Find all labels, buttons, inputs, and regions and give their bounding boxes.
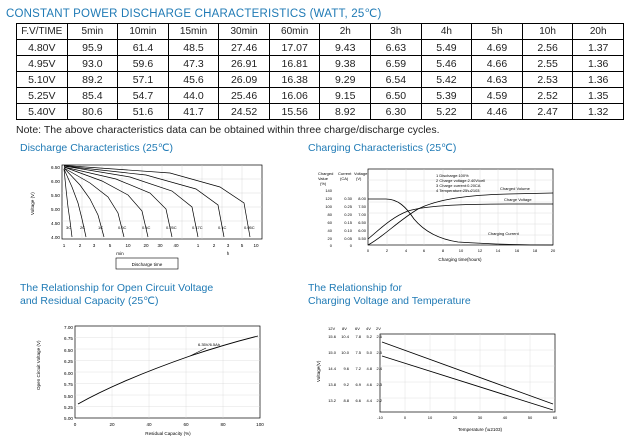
- svg-text:0.6C: 0.6C: [118, 225, 127, 230]
- temp-chart-title-line2: Charging Voltage and Temperature: [308, 295, 471, 307]
- table-header-cell: 20h: [573, 24, 624, 40]
- svg-text:10: 10: [125, 243, 131, 248]
- svg-text:40: 40: [502, 415, 508, 420]
- svg-text:14: 14: [495, 248, 501, 253]
- svg-text:20: 20: [550, 248, 556, 253]
- svg-text:30: 30: [157, 243, 163, 248]
- svg-text:Current: Current: [338, 171, 352, 176]
- svg-text:4.50: 4.50: [51, 221, 60, 226]
- table-header-row: [17, 24, 624, 40]
- svg-text:6.50: 6.50: [64, 348, 73, 353]
- svg-text:2.3: 2.3: [376, 382, 382, 387]
- table-cell: 4.66: [472, 56, 523, 72]
- svg-text:6.35V/6.5Ah: 6.35V/6.5Ah: [198, 342, 221, 347]
- table-cell: 59.6: [118, 56, 169, 72]
- table-cell: 6.63: [371, 40, 422, 56]
- svg-text:0.4C: 0.4C: [142, 225, 151, 230]
- table-cell: 2.56: [522, 40, 573, 56]
- table-header-cell: 15min: [168, 24, 219, 40]
- svg-text:Charge Voltage: Charge Voltage: [504, 197, 532, 202]
- table-cell: 17.07: [269, 40, 320, 56]
- table-row: [17, 40, 624, 56]
- table-cell: 5.40V: [17, 104, 68, 120]
- table-cell: 85.4: [67, 88, 118, 104]
- svg-text:9.6: 9.6: [343, 366, 349, 371]
- svg-text:2 Charge voltage:2.40V/cell: 2 Charge voltage:2.40V/cell: [436, 178, 486, 183]
- table-cell: 4.95V: [17, 56, 68, 72]
- svg-text:20: 20: [109, 422, 115, 427]
- table-cell: 41.7: [168, 104, 219, 120]
- svg-text:2.5: 2.5: [376, 350, 382, 355]
- svg-text:20: 20: [143, 243, 149, 248]
- table-row: [17, 72, 624, 88]
- svg-text:8V: 8V: [342, 326, 347, 331]
- svg-text:2: 2: [212, 243, 216, 248]
- svg-text:5.50: 5.50: [51, 193, 60, 198]
- table-header-cell: 5h: [472, 24, 523, 40]
- svg-text:60: 60: [183, 422, 189, 427]
- svg-text:5.25: 5.25: [64, 405, 73, 410]
- svg-text:1C: 1C: [98, 225, 104, 230]
- svg-text:6.00: 6.00: [51, 179, 60, 184]
- svg-text:0.10: 0.10: [344, 228, 352, 233]
- svg-text:1 Discharge:100%: 1 Discharge:100%: [436, 173, 469, 178]
- svg-text:1: 1: [196, 243, 200, 248]
- svg-text:0: 0: [329, 243, 332, 248]
- svg-text:0: 0: [366, 248, 370, 253]
- svg-text:10: 10: [458, 248, 464, 253]
- svg-text:6.50: 6.50: [358, 220, 366, 225]
- svg-text:Voltage: Voltage: [354, 171, 368, 176]
- table-cell: 15.56: [269, 104, 320, 120]
- table-cell: 5.42: [421, 72, 472, 88]
- table-cell: 2.52: [522, 88, 573, 104]
- table-cell: 9.15: [320, 88, 371, 104]
- svg-text:Temperature (\u2103): Temperature (\u2103): [457, 427, 503, 432]
- table-header-cell: 2h: [320, 24, 371, 40]
- table-note: Note: The above characteristics data can be obtained within three charge/discharge cycles.: [16, 124, 440, 136]
- svg-text:1: 1: [62, 243, 66, 248]
- table-cell: 6.30: [371, 104, 422, 120]
- svg-text:-10: -10: [377, 415, 383, 420]
- svg-text:60: 60: [327, 220, 332, 225]
- svg-text:6: 6: [422, 248, 426, 253]
- svg-text:12: 12: [477, 248, 483, 253]
- svg-text:(%): (%): [320, 181, 327, 186]
- svg-text:Discharge time: Discharge time: [131, 262, 163, 267]
- svg-text:5.2: 5.2: [366, 334, 372, 339]
- svg-text:80: 80: [327, 212, 332, 217]
- svg-text:3: 3: [226, 243, 230, 248]
- table-cell: 51.6: [118, 104, 169, 120]
- table-cell: 2.47: [522, 104, 573, 120]
- svg-text:0: 0: [403, 415, 407, 420]
- svg-text:6.50: 6.50: [51, 165, 60, 170]
- svg-text:10.4: 10.4: [341, 334, 349, 339]
- svg-text:2V: 2V: [376, 326, 381, 331]
- svg-text:Value: Value: [318, 176, 328, 181]
- table-row: [17, 88, 624, 104]
- ocv-chart-title-line1: The Relationship for Open Circuit Voltage: [20, 282, 214, 294]
- svg-text:6.6: 6.6: [355, 398, 361, 403]
- charging-chart-panel: [308, 142, 628, 271]
- table-cell: 5.49: [421, 40, 472, 56]
- svg-text:8: 8: [441, 248, 445, 253]
- svg-text:4 Temperature:25\u2103: 4 Temperature:25\u2103: [436, 188, 480, 193]
- table-cell: 93.0: [67, 56, 118, 72]
- table-header-cell: F.V/TIME: [17, 24, 68, 40]
- svg-text:5.50: 5.50: [64, 394, 73, 399]
- table-cell: 26.91: [219, 56, 270, 72]
- svg-text:100: 100: [325, 204, 332, 209]
- table-cell: 45.6: [168, 72, 219, 88]
- svg-text:8.8: 8.8: [343, 398, 349, 403]
- svg-text:14.4: 14.4: [328, 366, 336, 371]
- table-cell: 6.50: [371, 88, 422, 104]
- svg-text:20: 20: [327, 236, 332, 241]
- svg-text:4V: 4V: [366, 326, 371, 331]
- table-cell: 89.2: [67, 72, 118, 88]
- table-cell: 6.59: [371, 56, 422, 72]
- table-cell: 5.46: [421, 56, 472, 72]
- table-cell: 26.09: [219, 72, 270, 88]
- svg-text:Charged: Charged: [318, 171, 334, 176]
- ocv-chart-panel: [20, 282, 310, 440]
- svg-text:0.25C: 0.25C: [166, 225, 177, 230]
- svg-text:2: 2: [78, 243, 82, 248]
- svg-text:4.4: 4.4: [366, 398, 372, 403]
- table-header-cell: 60min: [269, 24, 320, 40]
- svg-text:40: 40: [173, 243, 179, 248]
- svg-text:40: 40: [146, 422, 152, 427]
- svg-text:Open Circuit Voltage (V): Open Circuit Voltage (V): [36, 340, 41, 390]
- table-cell: 2.53: [522, 72, 573, 88]
- charging-chart-title: Charging Characteristics (25℃): [308, 142, 457, 154]
- table-cell: 1.35: [573, 88, 624, 104]
- svg-text:3: 3: [92, 243, 96, 248]
- table-cell: 95.9: [67, 40, 118, 56]
- svg-text:5.00: 5.00: [64, 416, 73, 421]
- table-cell: 47.3: [168, 56, 219, 72]
- table-cell: 4.80V: [17, 40, 68, 56]
- svg-text:0: 0: [349, 243, 352, 248]
- svg-text:7.00: 7.00: [64, 325, 73, 330]
- svg-text:6.9: 6.9: [355, 382, 361, 387]
- svg-text:60: 60: [552, 415, 558, 420]
- svg-text:0.25: 0.25: [344, 204, 352, 209]
- svg-text:Residual Capacity (%): Residual Capacity (%): [145, 431, 191, 436]
- svg-text:30: 30: [477, 415, 483, 420]
- table-cell: 5.39: [421, 88, 472, 104]
- svg-text:0.30: 0.30: [344, 196, 352, 201]
- svg-text:13.2: 13.2: [328, 398, 336, 403]
- ocv-chart-svg: [20, 312, 306, 440]
- svg-text:Charging time(hours): Charging time(hours): [438, 257, 482, 262]
- svg-text:7.50: 7.50: [358, 204, 366, 209]
- table-cell: 5.10V: [17, 72, 68, 88]
- svg-text:0: 0: [73, 422, 77, 427]
- svg-text:7.00: 7.00: [358, 212, 366, 217]
- svg-text:5.0: 5.0: [366, 350, 372, 355]
- table-cell: 27.46: [219, 40, 270, 56]
- discharge-chart-svg: [20, 159, 306, 271]
- svg-text:9.2: 9.2: [343, 382, 349, 387]
- svg-text:15.6: 15.6: [328, 334, 336, 339]
- table-cell: 6.54: [371, 72, 422, 88]
- table-cell: 9.43: [320, 40, 371, 56]
- page-title: CONSTANT POWER DISCHARGE CHARACTERISTICS (WATT, 25℃): [6, 8, 382, 20]
- svg-text:2: 2: [385, 248, 389, 253]
- svg-text:7.8: 7.8: [355, 334, 361, 339]
- table-cell: 9.38: [320, 56, 371, 72]
- svg-text:7.2: 7.2: [355, 366, 361, 371]
- temp-chart-panel: [308, 282, 628, 440]
- svg-text:6V: 6V: [355, 326, 360, 331]
- svg-text:min: min: [116, 251, 124, 256]
- svg-text:6.00: 6.00: [64, 371, 73, 376]
- table-cell: 4.59: [472, 88, 523, 104]
- svg-text:Voltage (V): Voltage (V): [30, 192, 35, 215]
- table-cell: 9.29: [320, 72, 371, 88]
- table-cell: 25.46: [219, 88, 270, 104]
- svg-text:3 Charge current:0.20CA: 3 Charge current:0.20CA: [436, 183, 481, 188]
- svg-text:0.15: 0.15: [344, 220, 352, 225]
- svg-text:2.6: 2.6: [376, 334, 382, 339]
- table-cell: 1.32: [573, 104, 624, 120]
- table-header-cell: 3h: [371, 24, 422, 40]
- svg-text:8.00: 8.00: [358, 196, 366, 201]
- svg-text:5: 5: [108, 243, 112, 248]
- svg-text:Voltage(V): Voltage(V): [316, 360, 321, 382]
- svg-text:15.0: 15.0: [328, 350, 336, 355]
- svg-text:4.6: 4.6: [366, 382, 372, 387]
- svg-text:0.05C: 0.05C: [244, 225, 255, 230]
- table-cell: 1.36: [573, 56, 624, 72]
- svg-text:(CA): (CA): [340, 176, 349, 181]
- table-cell: 1.37: [573, 40, 624, 56]
- table-cell: 4.69: [472, 40, 523, 56]
- table-header-cell: 10min: [118, 24, 169, 40]
- svg-text:13.8: 13.8: [328, 382, 336, 387]
- table-cell: 44.0: [168, 88, 219, 104]
- table-cell: 16.81: [269, 56, 320, 72]
- svg-text:0.20: 0.20: [344, 212, 352, 217]
- svg-text:10: 10: [253, 243, 259, 248]
- ocv-chart-title-line2: and Residual Capacity (25℃): [20, 295, 159, 307]
- svg-text:20: 20: [452, 415, 458, 420]
- table-row: [17, 56, 624, 72]
- svg-text:0.17C: 0.17C: [192, 225, 203, 230]
- svg-text:6.25: 6.25: [64, 359, 73, 364]
- svg-text:0.1C: 0.1C: [218, 225, 227, 230]
- svg-text:3C: 3C: [66, 225, 72, 230]
- svg-text:50: 50: [527, 415, 533, 420]
- svg-text:2C: 2C: [80, 225, 86, 230]
- svg-text:h: h: [226, 251, 230, 256]
- svg-text:5: 5: [240, 243, 244, 248]
- svg-text:(V): (V): [356, 176, 362, 181]
- discharge-table: [16, 23, 624, 120]
- svg-text:4: 4: [404, 248, 408, 253]
- table-cell: 61.4: [118, 40, 169, 56]
- table-cell: 16.38: [269, 72, 320, 88]
- svg-text:2.2: 2.2: [376, 398, 382, 403]
- svg-text:2.4: 2.4: [376, 366, 382, 371]
- table-cell: 80.6: [67, 104, 118, 120]
- table-header-cell: 5min: [67, 24, 118, 40]
- table-cell: 5.22: [421, 104, 472, 120]
- svg-text:6.00: 6.00: [358, 228, 366, 233]
- svg-text:Charging Current: Charging Current: [488, 231, 519, 236]
- svg-text:7.5: 7.5: [355, 350, 361, 355]
- table-cell: 8.92: [320, 104, 371, 120]
- discharge-chart-panel: [20, 142, 310, 271]
- svg-text:5.00: 5.00: [51, 207, 60, 212]
- table-cell: 57.1: [118, 72, 169, 88]
- table-header-cell: 10h: [522, 24, 573, 40]
- table-row: [17, 104, 624, 120]
- svg-text:10: 10: [427, 415, 433, 420]
- svg-text:5.50: 5.50: [358, 236, 366, 241]
- table-header-cell: 30min: [219, 24, 270, 40]
- svg-text:140: 140: [325, 188, 332, 193]
- table-cell: 4.63: [472, 72, 523, 88]
- table-header-cell: 4h: [421, 24, 472, 40]
- table-cell: 48.5: [168, 40, 219, 56]
- svg-text:80: 80: [220, 422, 226, 427]
- charging-chart-svg: [308, 159, 626, 271]
- svg-text:120: 120: [325, 196, 332, 201]
- svg-text:4.8: 4.8: [366, 366, 372, 371]
- svg-text:5.75: 5.75: [64, 382, 73, 387]
- discharge-chart-title: Discharge Characteristics (25℃): [20, 142, 174, 154]
- svg-text:12V: 12V: [328, 326, 336, 331]
- svg-text:10.0: 10.0: [341, 350, 349, 355]
- svg-text:18: 18: [532, 248, 538, 253]
- svg-text:4.00: 4.00: [51, 235, 60, 240]
- table-cell: 24.52: [219, 104, 270, 120]
- table-cell: 2.55: [522, 56, 573, 72]
- svg-text:6.75: 6.75: [64, 336, 73, 341]
- svg-text:16: 16: [514, 248, 520, 253]
- svg-text:Charged Volume: Charged Volume: [500, 186, 530, 191]
- svg-text:0.05: 0.05: [344, 236, 352, 241]
- table-cell: 16.06: [269, 88, 320, 104]
- svg-text:100: 100: [256, 422, 264, 427]
- table-cell: 54.7: [118, 88, 169, 104]
- svg-text:40: 40: [327, 228, 332, 233]
- temp-chart-svg: [308, 312, 626, 440]
- table-cell: 1.36: [573, 72, 624, 88]
- table-cell: 4.46: [472, 104, 523, 120]
- temp-chart-title-line1: The Relationship for: [308, 282, 402, 294]
- table-cell: 5.25V: [17, 88, 68, 104]
